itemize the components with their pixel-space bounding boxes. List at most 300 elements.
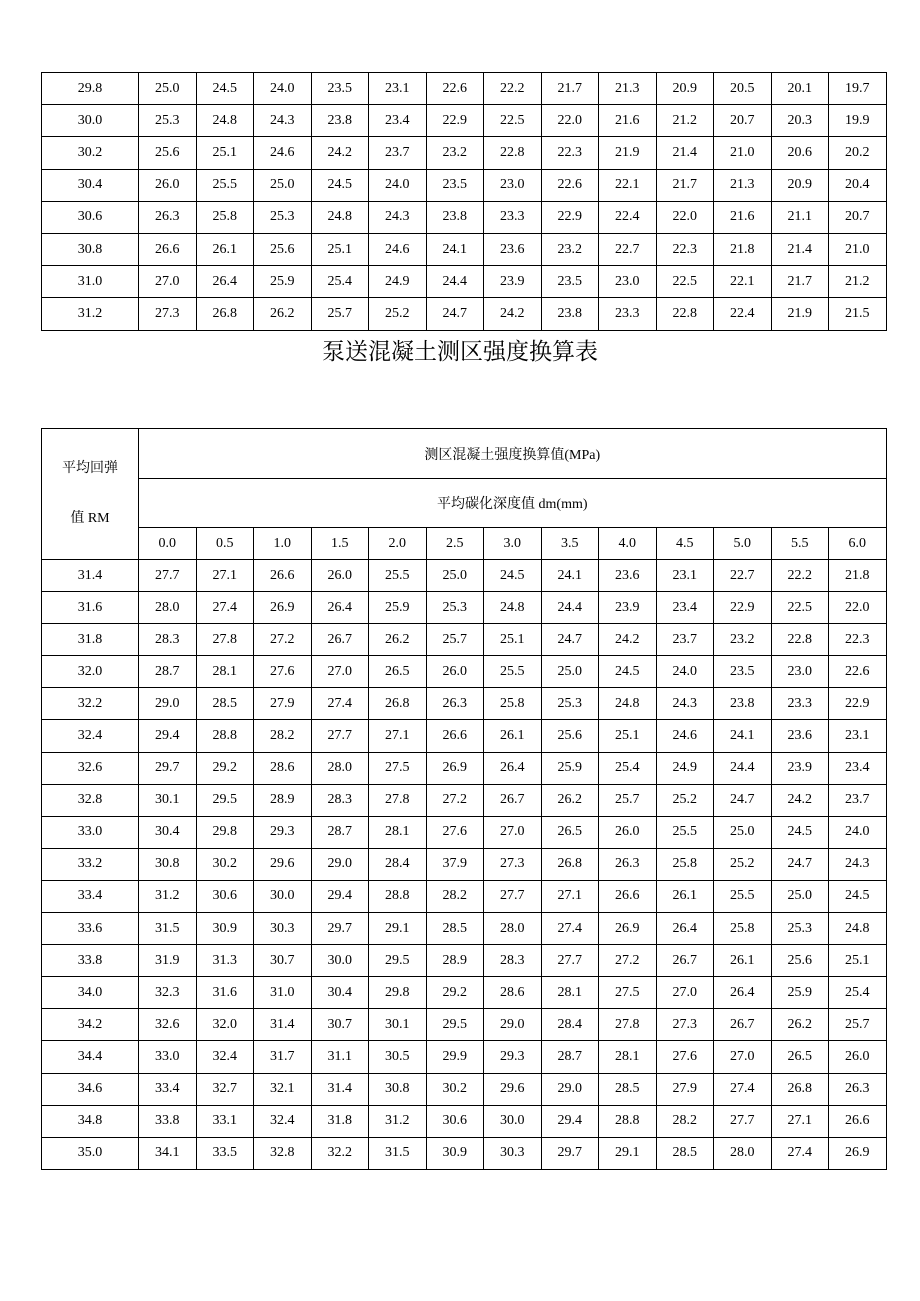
rebound-value-cell: 30.0	[42, 105, 139, 137]
strength-value-cell: 27.4	[771, 1137, 829, 1169]
strength-value-cell: 33.0	[139, 1041, 197, 1073]
strength-value-cell: 25.5	[714, 880, 772, 912]
strength-value-cell: 26.5	[369, 656, 427, 688]
strength-value-cell: 23.0	[599, 266, 657, 298]
strength-value-cell: 22.3	[656, 233, 714, 265]
strength-value-cell: 23.2	[714, 624, 772, 656]
strength-value-cell: 22.5	[484, 105, 542, 137]
depth-value-cell: 0.0	[139, 528, 197, 560]
strength-value-cell: 25.2	[369, 298, 427, 330]
continued-strength-table	[41, 72, 887, 331]
strength-value-cell: 34.1	[139, 1137, 197, 1169]
strength-value-cell: 26.0	[311, 560, 369, 592]
table-row	[42, 1073, 887, 1105]
strength-value-cell: 20.4	[829, 169, 887, 201]
strength-value-cell: 26.3	[139, 201, 197, 233]
strength-value-cell: 20.5	[714, 73, 772, 105]
strength-value-cell: 26.2	[369, 624, 427, 656]
strength-value-cell: 29.7	[139, 752, 197, 784]
strength-value-cell: 25.0	[426, 560, 484, 592]
strength-value-cell: 28.3	[484, 945, 542, 977]
strength-value-cell: 26.9	[829, 1137, 887, 1169]
table-row	[42, 73, 887, 105]
strength-value-cell: 30.9	[426, 1137, 484, 1169]
rebound-header-line2: 值 RM	[70, 511, 110, 526]
strength-value-cell: 26.2	[771, 1009, 829, 1041]
strength-value-cell: 26.8	[196, 298, 254, 330]
strength-value-cell: 29.2	[426, 977, 484, 1009]
strength-value-cell: 22.0	[656, 201, 714, 233]
strength-value-cell: 24.8	[599, 688, 657, 720]
strength-value-cell: 21.1	[771, 201, 829, 233]
strength-value-cell: 30.3	[484, 1137, 542, 1169]
strength-value-cell: 28.8	[599, 1105, 657, 1137]
strength-value-cell: 25.1	[829, 945, 887, 977]
main-table-body	[42, 560, 887, 1170]
depth-value-cell: 1.5	[311, 528, 369, 560]
strength-value-cell: 28.4	[369, 848, 427, 880]
strength-value-cell: 24.8	[484, 592, 542, 624]
rebound-value-cell: 32.2	[42, 688, 139, 720]
table-row	[42, 560, 887, 592]
table-row	[42, 945, 887, 977]
strength-value-cell: 22.3	[541, 137, 599, 169]
strength-value-cell: 27.7	[484, 880, 542, 912]
strength-value-cell: 33.5	[196, 1137, 254, 1169]
strength-value-cell: 32.1	[254, 1073, 312, 1105]
strength-value-cell: 24.8	[311, 201, 369, 233]
strength-value-cell: 20.6	[771, 137, 829, 169]
table-row	[42, 784, 887, 816]
strength-value-cell: 27.1	[196, 560, 254, 592]
strength-value-cell: 26.9	[254, 592, 312, 624]
strength-value-cell: 21.8	[829, 560, 887, 592]
strength-value-cell: 24.0	[656, 656, 714, 688]
strength-value-cell: 27.3	[484, 848, 542, 880]
strength-value-cell: 30.0	[311, 945, 369, 977]
strength-value-cell: 24.3	[254, 105, 312, 137]
strength-value-cell: 21.2	[829, 266, 887, 298]
strength-value-cell: 26.0	[426, 656, 484, 688]
table-row	[42, 105, 887, 137]
strength-value-cell: 27.3	[139, 298, 197, 330]
strength-value-cell: 31.9	[139, 945, 197, 977]
strength-value-cell: 26.3	[426, 688, 484, 720]
strength-value-cell: 24.2	[311, 137, 369, 169]
strength-value-cell: 21.5	[829, 298, 887, 330]
strength-value-cell: 30.1	[369, 1009, 427, 1041]
strength-value-cell: 24.9	[369, 266, 427, 298]
rebound-value-cell: 30.8	[42, 233, 139, 265]
rebound-value-cell: 33.0	[42, 816, 139, 848]
strength-value-cell: 24.2	[484, 298, 542, 330]
strength-value-cell: 25.8	[484, 688, 542, 720]
rebound-value-cell: 29.8	[42, 73, 139, 105]
strength-value-cell: 27.4	[714, 1073, 772, 1105]
rebound-value-cell: 33.2	[42, 848, 139, 880]
strength-value-cell: 26.7	[484, 784, 542, 816]
strength-value-cell: 24.1	[714, 720, 772, 752]
strength-value-cell: 30.9	[196, 913, 254, 945]
strength-value-cell: 22.1	[599, 169, 657, 201]
strength-value-cell: 23.9	[484, 266, 542, 298]
strength-value-cell: 25.3	[771, 913, 829, 945]
strength-value-cell: 27.0	[311, 656, 369, 688]
strength-value-cell: 24.3	[369, 201, 427, 233]
strength-value-cell: 22.2	[484, 73, 542, 105]
table-row	[42, 720, 887, 752]
rebound-value-cell: 32.4	[42, 720, 139, 752]
strength-value-cell: 26.5	[771, 1041, 829, 1073]
strength-value-cell: 20.7	[829, 201, 887, 233]
strength-value-cell: 26.6	[599, 880, 657, 912]
strength-value-cell: 28.2	[254, 720, 312, 752]
strength-value-cell: 26.9	[426, 752, 484, 784]
strength-value-cell: 26.1	[714, 945, 772, 977]
depth-value-cell: 5.5	[771, 528, 829, 560]
strength-value-cell: 25.4	[829, 977, 887, 1009]
strength-value-cell: 25.2	[714, 848, 772, 880]
strength-value-cell: 27.2	[426, 784, 484, 816]
strength-value-cell: 25.9	[541, 752, 599, 784]
strength-value-cell: 22.8	[484, 137, 542, 169]
strength-value-cell: 22.9	[426, 105, 484, 137]
strength-value-cell: 30.4	[139, 816, 197, 848]
strength-value-cell: 22.6	[541, 169, 599, 201]
strength-value-cell: 27.0	[656, 977, 714, 1009]
depth-value-cell: 2.0	[369, 528, 427, 560]
strength-value-cell: 31.1	[311, 1041, 369, 1073]
strength-value-cell: 25.3	[541, 688, 599, 720]
strength-value-cell: 31.7	[254, 1041, 312, 1073]
strength-value-cell: 24.5	[829, 880, 887, 912]
strength-value-cell: 31.2	[369, 1105, 427, 1137]
strength-value-cell: 25.1	[599, 720, 657, 752]
strength-value-cell: 24.2	[599, 624, 657, 656]
strength-header: 测区混凝土强度换算值(MPa)	[139, 429, 887, 479]
strength-value-cell: 23.6	[771, 720, 829, 752]
strength-value-cell: 20.3	[771, 105, 829, 137]
strength-value-cell: 32.3	[139, 977, 197, 1009]
depth-value-cell: 4.0	[599, 528, 657, 560]
strength-value-cell: 28.0	[484, 913, 542, 945]
strength-value-cell: 30.2	[196, 848, 254, 880]
strength-value-cell: 24.3	[829, 848, 887, 880]
strength-value-cell: 29.5	[369, 945, 427, 977]
strength-value-cell: 28.1	[541, 977, 599, 1009]
strength-value-cell: 22.4	[714, 298, 772, 330]
strength-value-cell: 26.3	[829, 1073, 887, 1105]
rebound-value-cell: 32.6	[42, 752, 139, 784]
strength-value-cell: 27.8	[196, 624, 254, 656]
rebound-value-cell: 34.6	[42, 1073, 139, 1105]
strength-value-cell: 21.3	[714, 169, 772, 201]
strength-value-cell: 30.5	[369, 1041, 427, 1073]
strength-value-cell: 23.2	[541, 233, 599, 265]
strength-value-cell: 23.3	[484, 201, 542, 233]
strength-value-cell: 28.1	[196, 656, 254, 688]
strength-value-cell: 29.3	[254, 816, 312, 848]
strength-value-cell: 25.1	[484, 624, 542, 656]
strength-value-cell: 26.4	[196, 266, 254, 298]
strength-value-cell: 25.7	[599, 784, 657, 816]
strength-value-cell: 20.9	[771, 169, 829, 201]
strength-value-cell: 23.0	[484, 169, 542, 201]
strength-value-cell: 29.5	[196, 784, 254, 816]
strength-value-cell: 29.2	[196, 752, 254, 784]
strength-value-cell: 25.4	[311, 266, 369, 298]
strength-value-cell: 28.9	[254, 784, 312, 816]
strength-value-cell: 28.5	[426, 913, 484, 945]
rebound-value-cell: 33.6	[42, 913, 139, 945]
strength-value-cell: 28.7	[541, 1041, 599, 1073]
depth-value-cell: 4.5	[656, 528, 714, 560]
strength-value-cell: 26.4	[484, 752, 542, 784]
strength-value-cell: 23.3	[771, 688, 829, 720]
strength-value-cell: 25.0	[139, 73, 197, 105]
rebound-value-header	[42, 429, 139, 560]
strength-value-cell: 29.0	[541, 1073, 599, 1105]
strength-value-cell: 29.4	[139, 720, 197, 752]
strength-value-cell: 29.5	[426, 1009, 484, 1041]
strength-value-cell: 25.2	[656, 784, 714, 816]
strength-value-cell: 27.3	[656, 1009, 714, 1041]
strength-value-cell: 24.6	[369, 233, 427, 265]
strength-value-cell: 25.6	[771, 945, 829, 977]
strength-value-cell: 23.0	[771, 656, 829, 688]
strength-value-cell: 24.0	[829, 816, 887, 848]
strength-value-cell: 23.2	[426, 137, 484, 169]
strength-value-cell: 27.6	[656, 1041, 714, 1073]
strength-value-cell: 28.9	[426, 945, 484, 977]
strength-value-cell: 31.5	[369, 1137, 427, 1169]
strength-value-cell: 29.4	[311, 880, 369, 912]
strength-value-cell: 28.3	[311, 784, 369, 816]
strength-value-cell: 21.3	[599, 73, 657, 105]
strength-value-cell: 25.0	[541, 656, 599, 688]
strength-value-cell: 32.6	[139, 1009, 197, 1041]
strength-value-cell: 22.1	[714, 266, 772, 298]
strength-value-cell: 27.9	[656, 1073, 714, 1105]
strength-value-cell: 21.6	[714, 201, 772, 233]
table-row	[42, 298, 887, 330]
strength-value-cell: 24.7	[714, 784, 772, 816]
strength-value-cell: 25.5	[656, 816, 714, 848]
strength-value-cell: 24.2	[771, 784, 829, 816]
strength-value-cell: 23.8	[311, 105, 369, 137]
strength-value-cell: 22.4	[599, 201, 657, 233]
depth-value-cell: 1.0	[254, 528, 312, 560]
strength-value-cell: 29.0	[311, 848, 369, 880]
strength-value-cell: 22.9	[541, 201, 599, 233]
strength-value-cell: 24.5	[484, 560, 542, 592]
table-row	[42, 233, 887, 265]
strength-value-cell: 25.6	[139, 137, 197, 169]
table-row	[42, 266, 887, 298]
strength-value-cell: 25.9	[254, 266, 312, 298]
strength-value-cell: 25.4	[599, 752, 657, 784]
strength-value-cell: 26.4	[656, 913, 714, 945]
strength-value-cell: 25.6	[254, 233, 312, 265]
strength-value-cell: 22.5	[656, 266, 714, 298]
strength-value-cell: 22.9	[714, 592, 772, 624]
strength-value-cell: 20.2	[829, 137, 887, 169]
strength-value-cell: 23.4	[656, 592, 714, 624]
strength-value-cell: 25.0	[771, 880, 829, 912]
strength-value-cell: 24.5	[771, 816, 829, 848]
strength-value-cell: 31.4	[254, 1009, 312, 1041]
strength-value-cell: 20.9	[656, 73, 714, 105]
strength-value-cell: 24.7	[426, 298, 484, 330]
strength-value-cell: 33.1	[196, 1105, 254, 1137]
strength-value-cell: 22.7	[599, 233, 657, 265]
strength-value-cell: 29.7	[541, 1137, 599, 1169]
strength-value-cell: 30.8	[139, 848, 197, 880]
strength-value-cell: 23.7	[369, 137, 427, 169]
strength-value-cell: 30.2	[426, 1073, 484, 1105]
strength-value-cell: 25.8	[714, 913, 772, 945]
strength-value-cell: 22.5	[771, 592, 829, 624]
strength-value-cell: 23.1	[656, 560, 714, 592]
strength-value-cell: 24.1	[426, 233, 484, 265]
strength-value-cell: 30.0	[254, 880, 312, 912]
strength-value-cell: 26.6	[829, 1105, 887, 1137]
strength-value-cell: 24.8	[829, 913, 887, 945]
table-row	[42, 201, 887, 233]
strength-value-cell: 31.6	[196, 977, 254, 1009]
strength-value-cell: 24.5	[599, 656, 657, 688]
strength-value-cell: 23.7	[656, 624, 714, 656]
strength-value-cell: 21.4	[771, 233, 829, 265]
strength-value-cell: 26.0	[829, 1041, 887, 1073]
strength-value-cell: 26.2	[541, 784, 599, 816]
strength-value-cell: 27.9	[254, 688, 312, 720]
pumped-concrete-strength-table	[41, 428, 887, 1170]
strength-value-cell: 26.3	[599, 848, 657, 880]
strength-value-cell: 22.8	[771, 624, 829, 656]
rebound-value-cell: 31.6	[42, 592, 139, 624]
strength-value-cell: 24.0	[369, 169, 427, 201]
table-row	[42, 1041, 887, 1073]
depth-value-cell: 2.5	[426, 528, 484, 560]
strength-value-cell: 25.7	[829, 1009, 887, 1041]
strength-value-cell: 27.7	[311, 720, 369, 752]
strength-value-cell: 26.4	[311, 592, 369, 624]
strength-value-cell: 29.1	[599, 1137, 657, 1169]
strength-value-cell: 23.4	[829, 752, 887, 784]
depth-value-cell: 6.0	[829, 528, 887, 560]
strength-value-cell: 25.9	[771, 977, 829, 1009]
strength-value-cell: 23.1	[369, 73, 427, 105]
strength-value-cell: 27.7	[139, 560, 197, 592]
strength-value-cell: 26.8	[369, 688, 427, 720]
strength-value-cell: 22.0	[829, 592, 887, 624]
strength-value-cell: 28.7	[311, 816, 369, 848]
strength-value-cell: 24.7	[541, 624, 599, 656]
strength-value-cell: 29.4	[541, 1105, 599, 1137]
strength-value-cell: 32.2	[311, 1137, 369, 1169]
strength-value-cell: 23.3	[599, 298, 657, 330]
strength-value-cell: 21.6	[599, 105, 657, 137]
strength-value-cell: 26.7	[656, 945, 714, 977]
strength-value-cell: 28.0	[139, 592, 197, 624]
strength-value-cell: 32.0	[196, 1009, 254, 1041]
strength-value-cell: 24.4	[714, 752, 772, 784]
rebound-value-cell: 33.4	[42, 880, 139, 912]
strength-value-cell: 29.7	[311, 913, 369, 945]
strength-value-cell: 24.3	[656, 688, 714, 720]
strength-value-cell: 23.4	[369, 105, 427, 137]
strength-value-cell: 30.1	[139, 784, 197, 816]
strength-value-cell: 31.0	[254, 977, 312, 1009]
strength-value-cell: 29.3	[484, 1041, 542, 1073]
strength-value-cell: 26.8	[541, 848, 599, 880]
strength-value-cell: 21.2	[656, 105, 714, 137]
rebound-value-cell: 30.4	[42, 169, 139, 201]
strength-value-cell: 24.4	[541, 592, 599, 624]
strength-value-cell: 26.6	[426, 720, 484, 752]
strength-value-cell: 32.7	[196, 1073, 254, 1105]
carbonation-depth-header: 平均碳化深度值 dm(mm)	[139, 479, 887, 528]
strength-value-cell: 26.4	[714, 977, 772, 1009]
strength-value-cell: 25.5	[484, 656, 542, 688]
strength-value-cell: 28.0	[714, 1137, 772, 1169]
strength-value-cell: 25.8	[656, 848, 714, 880]
strength-value-cell: 26.8	[771, 1073, 829, 1105]
rebound-value-cell: 31.0	[42, 266, 139, 298]
strength-value-cell: 21.4	[656, 137, 714, 169]
strength-value-cell: 28.6	[254, 752, 312, 784]
rebound-value-cell: 31.8	[42, 624, 139, 656]
strength-value-cell: 25.7	[426, 624, 484, 656]
strength-value-cell: 25.9	[369, 592, 427, 624]
strength-value-cell: 28.4	[541, 1009, 599, 1041]
strength-value-cell: 23.1	[829, 720, 887, 752]
strength-value-cell: 32.4	[254, 1105, 312, 1137]
strength-value-cell: 26.6	[139, 233, 197, 265]
strength-value-cell: 21.7	[541, 73, 599, 105]
table-row	[42, 169, 887, 201]
strength-value-cell: 24.0	[254, 73, 312, 105]
strength-value-cell: 25.5	[196, 169, 254, 201]
strength-value-cell: 27.7	[714, 1105, 772, 1137]
strength-value-cell: 28.1	[599, 1041, 657, 1073]
strength-value-cell: 29.1	[369, 913, 427, 945]
strength-value-cell: 24.1	[541, 560, 599, 592]
strength-value-cell: 30.4	[311, 977, 369, 1009]
rebound-value-cell: 32.8	[42, 784, 139, 816]
strength-value-cell: 26.7	[714, 1009, 772, 1041]
table-row	[42, 592, 887, 624]
strength-value-cell: 24.6	[254, 137, 312, 169]
strength-value-cell: 22.7	[714, 560, 772, 592]
depth-value-cell: 3.5	[541, 528, 599, 560]
rebound-value-cell: 32.0	[42, 656, 139, 688]
strength-value-cell: 21.9	[771, 298, 829, 330]
strength-value-cell: 27.1	[541, 880, 599, 912]
strength-value-cell: 28.5	[196, 688, 254, 720]
strength-value-cell: 22.6	[829, 656, 887, 688]
strength-value-cell: 27.4	[196, 592, 254, 624]
table-row	[42, 913, 887, 945]
strength-value-cell: 30.6	[426, 1105, 484, 1137]
strength-value-cell: 21.7	[771, 266, 829, 298]
strength-value-cell: 28.8	[196, 720, 254, 752]
strength-value-cell: 22.9	[829, 688, 887, 720]
table-row	[42, 1105, 887, 1137]
strength-value-cell: 25.1	[196, 137, 254, 169]
strength-value-cell: 31.8	[311, 1105, 369, 1137]
